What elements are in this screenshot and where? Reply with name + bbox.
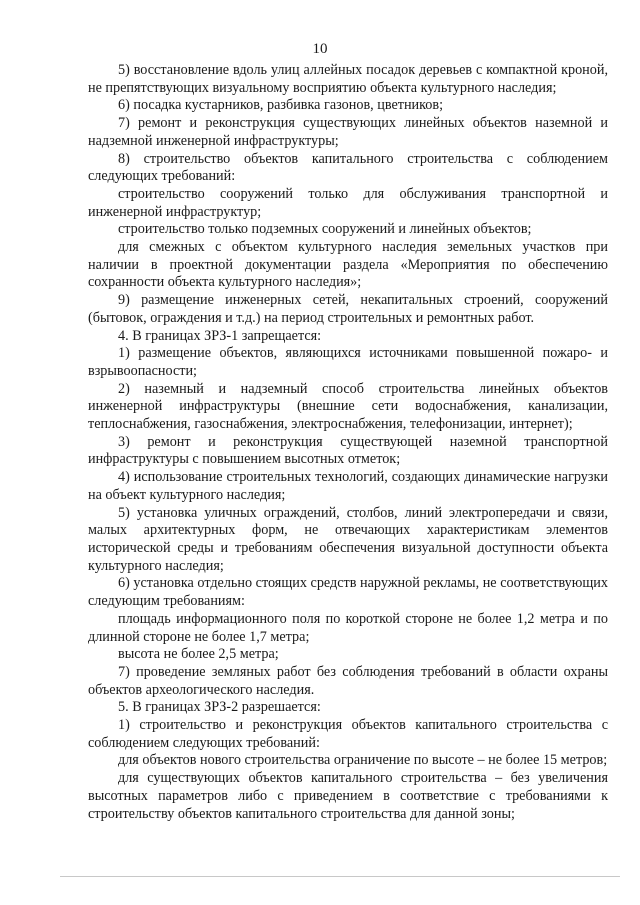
paragraph-requirement-adjacent-plots: для смежных с объектом культурного наследия земельных участков при наличии в проектной документации раздела «Мероприятия по обеспечению сохранности объекта культурного наследия»; — [88, 239, 608, 291]
paragraph-requirement-existing-objects: для существующих объектов капитального строительства – без увеличения высотных параметров либо с приведением в соответствие с требованиями к строительству объектов капитального строительства для данной зоны; — [88, 770, 608, 822]
paragraph-zrz-allowed-item-9: 9) размещение инженерных сетей, некапитальных строений, сооружений (бытовок, ограждения и т.д.) на период строительных и ремонтных работ. — [88, 292, 608, 326]
paragraph-zrz-allowed-item-6: 6) посадка кустарников, разбивка газонов, цветников; — [118, 97, 444, 114]
paragraph-prohibited-item-2: 2) наземный и надземный способ строительства линейных объектов инженерной инфраструктуры (внешние сети водоснабжения, канализации, теплоснабжения, газоснабжения, электроснабжения, телефонизации, интернет); — [88, 380, 608, 433]
paragraph-zrz2-allowed-item-1: 1) строительство и реконструкция объектов капитального строительства с соблюдением следующих требований: — [88, 717, 608, 751]
paragraph-zrz-allowed-item-8: 8) строительство объектов капитального строительства с соблюдением следующих требований: — [88, 150, 608, 185]
paragraph-requirement-transport: строительство сооружений только для обслуживания транспортной и инженерной инфраструктур; — [88, 185, 608, 220]
paragraph-requirement-underground: строительство только подземных сооружений и линейных объектов; — [118, 221, 532, 238]
page-bottom-border — [60, 876, 620, 877]
paragraph-prohibited-item-4: 4) использование строительных технологий, создающих динамические нагрузки на объект культурного наследия; — [88, 469, 608, 503]
paragraph-prohibited-item-5: 5) установка уличных ограждений, столбов, линий электропередачи и связи, малых архитектурных форм, не отвечающих характеристикам элементов исторической среды и требованиям обеспечения визуальной доступности объекта культурного наследия; — [88, 504, 608, 574]
paragraph-requirement-height: высота не более 2,5 метра; — [118, 646, 279, 663]
section-heading-zrz2-allowed: 5. В границах ЗРЗ-2 разрешается: — [118, 699, 321, 716]
paragraph-zrz-allowed-item-7: 7) ремонт и реконструкция существующих линейных объектов наземной и надземной инженерной инфраструктуры; — [88, 115, 608, 149]
paragraph-prohibited-item-7: 7) проведение земляных работ без соблюдения требований в области охраны объектов археологического наследия. — [88, 663, 608, 698]
document-body — [88, 62, 608, 823]
paragraph-zrz-allowed-item-5: 5) восстановление вдоль улиц аллейных посадок деревьев с компактной кроной, не препятствующих визуальному восприятию объекта культурного наследия; — [88, 62, 608, 96]
paragraph-prohibited-item-3: 3) ремонт и реконструкция существующей наземной транспортной инфраструктуры с повышением высотных отметок; — [88, 433, 608, 468]
page-number: 10 — [312, 41, 328, 57]
paragraph-requirement-info-field: площадь информационного поля по короткой стороне не более 1,2 метра и по длинной стороне не более 1,7 метра; — [88, 610, 608, 645]
paragraph-prohibited-item-6: 6) установка отдельно стоящих средств наружной рекламы, не соответствующих следующим требованиям: — [88, 575, 608, 610]
paragraph-requirement-new-construction: для объектов нового строительства ограничение по высоте – не более 15 метров; — [118, 752, 608, 769]
section-heading-zrz1-prohibited: 4. В границах ЗРЗ-1 запрещается: — [118, 327, 322, 344]
paragraph-prohibited-item-1: 1) размещение объектов, являющихся источниками повышенной пожаро- и взрывоопасности; — [88, 345, 608, 379]
